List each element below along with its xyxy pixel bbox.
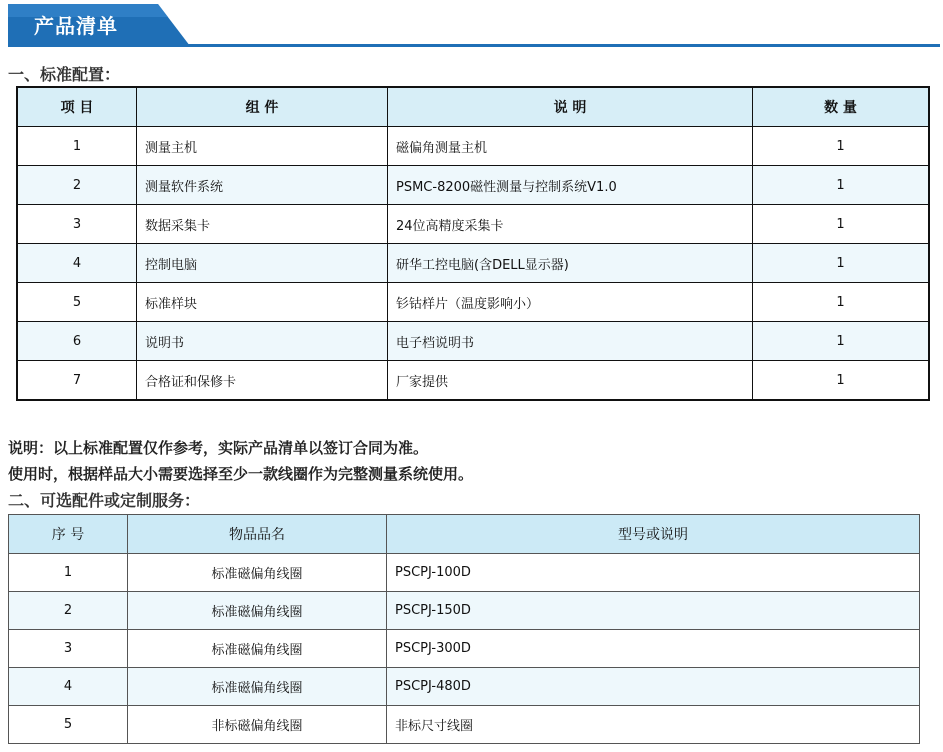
- row-item-name: 非标磁偏角线圈: [128, 706, 387, 744]
- table-header-row: [17, 87, 929, 127]
- header-component: 组 件: [137, 87, 388, 127]
- row-number: 4: [17, 244, 137, 283]
- optional-accessories-table: [8, 514, 920, 744]
- row-number: 7: [17, 361, 137, 401]
- row-quantity: 1: [753, 322, 930, 361]
- row-description: 厂家提供: [388, 361, 753, 401]
- table-row: [17, 205, 929, 244]
- table-row: [9, 554, 920, 592]
- row-description: 钐钴样片（温度影响小）: [388, 283, 753, 322]
- row-item-name: 标准磁偏角线圈: [128, 630, 387, 668]
- row-component: 标准样块: [137, 283, 388, 322]
- table-row: [17, 361, 929, 401]
- header-quantity: 数 量: [753, 87, 930, 127]
- section-title-standard: 一、标准配置：: [8, 65, 121, 84]
- row-quantity: 1: [753, 205, 930, 244]
- row-number: 5: [9, 706, 128, 744]
- row-item-name: 标准磁偏角线圈: [128, 668, 387, 706]
- row-description: 电子档说明书: [388, 322, 753, 361]
- row-description: PSMC-8200磁性测量与控制系统V1.0: [388, 166, 753, 205]
- row-model: 非标尺寸线圈: [387, 706, 920, 744]
- row-component: 控制电脑: [137, 244, 388, 283]
- row-number: 1: [9, 554, 128, 592]
- table-row: [17, 127, 929, 166]
- row-number: 1: [17, 127, 137, 166]
- row-number: 3: [17, 205, 137, 244]
- row-number: 2: [9, 592, 128, 630]
- row-number: 2: [17, 166, 137, 205]
- table-header-row: [9, 515, 920, 554]
- table-row: [9, 592, 920, 630]
- standard-config-table: [16, 86, 930, 401]
- row-component: 测量主机: [137, 127, 388, 166]
- row-component: 合格证和保修卡: [137, 361, 388, 401]
- title-underline: [8, 44, 940, 47]
- table-row: [9, 668, 920, 706]
- section-title-optional: 二、可选配件或定制服务：: [8, 491, 201, 510]
- header-item: 项 目: [17, 87, 137, 127]
- row-quantity: 1: [753, 166, 930, 205]
- row-number: 4: [9, 668, 128, 706]
- header-serial: 序 号: [9, 515, 128, 554]
- row-description: 24位高精度采集卡: [388, 205, 753, 244]
- row-number: 3: [9, 630, 128, 668]
- header-description: 说 明: [388, 87, 753, 127]
- row-item-name: 标准磁偏角线圈: [128, 554, 387, 592]
- table-row: [17, 283, 929, 322]
- row-model: PSCPJ-150D: [387, 592, 920, 630]
- row-description: 磁偏角测量主机: [388, 127, 753, 166]
- row-component: 测量软件系统: [137, 166, 388, 205]
- table-row: [17, 244, 929, 283]
- row-quantity: 1: [753, 127, 930, 166]
- row-description: 研华工控电脑(含DELL显示器): [388, 244, 753, 283]
- row-item-name: 标准磁偏角线圈: [128, 592, 387, 630]
- row-component: 说明书: [137, 322, 388, 361]
- row-component: 数据采集卡: [137, 205, 388, 244]
- row-quantity: 1: [753, 361, 930, 401]
- table-row: [17, 322, 929, 361]
- row-number: 5: [17, 283, 137, 322]
- header-model: 型号或说明: [387, 515, 920, 554]
- header-item-name: 物品品名: [128, 515, 387, 554]
- row-model: PSCPJ-480D: [387, 668, 920, 706]
- row-number: 6: [17, 322, 137, 361]
- row-model: PSCPJ-100D: [387, 554, 920, 592]
- row-quantity: 1: [753, 283, 930, 322]
- note-reference: 说明：以上标准配置仅作参考，实际产品清单以签订合同为准。: [8, 439, 429, 457]
- table-row: [9, 706, 920, 744]
- row-quantity: 1: [753, 244, 930, 283]
- page-title: 产品清单: [34, 14, 118, 38]
- note-usage: 使用时，根据样品大小需要选择至少一款线圈作为完整测量系统使用。: [8, 465, 474, 483]
- row-model: PSCPJ-300D: [387, 630, 920, 668]
- table-row: [17, 166, 929, 205]
- table-row: [9, 630, 920, 668]
